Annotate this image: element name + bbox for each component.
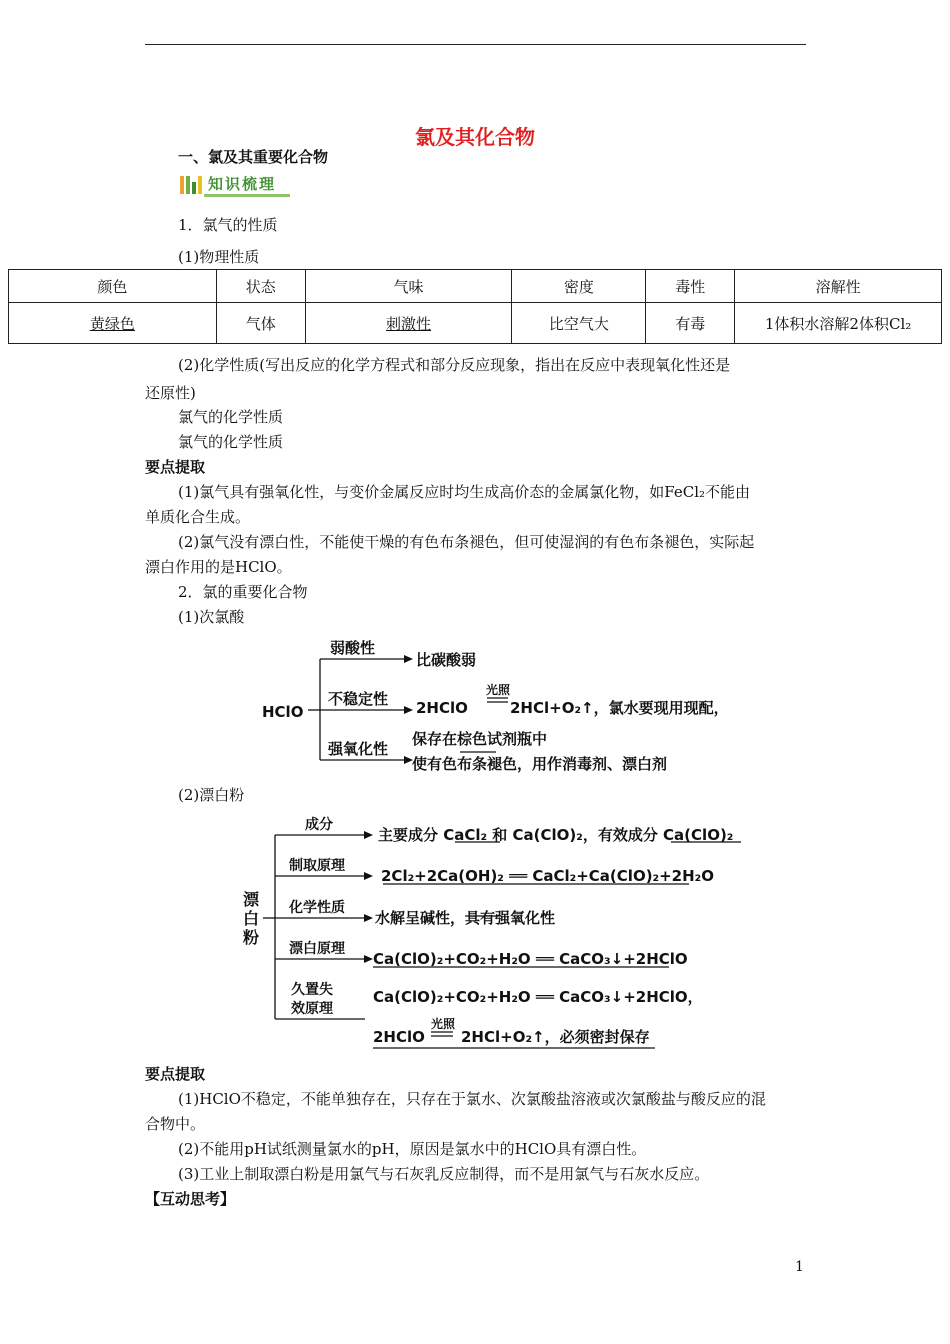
hclo-eq-left: 2HClO [416, 699, 468, 717]
bleach-root-char-2: 白 [243, 909, 260, 928]
cell-state: 气体 [216, 303, 305, 344]
hclo-branch-weak-acid: 弱酸性 [330, 639, 376, 657]
page-number: 1 [795, 1259, 804, 1275]
key2-point-1b: 合物中。 [145, 1115, 206, 1133]
table-row [9, 303, 942, 344]
interactive-thinking-title: 【互动思考】 [145, 1190, 236, 1208]
hclo-diagram [250, 630, 750, 780]
header-state: 状态 [216, 270, 305, 303]
header-density: 密度 [512, 270, 646, 303]
chem-property-line-1: (2)化学性质(写出反应的化学方程式和部分反应现象，指出在反应中表现氧化性还是 [178, 356, 731, 374]
bleach-failure-eq-right: 2HCl+O₂↑，必须密封保存 [461, 1028, 650, 1046]
subsection-compounds: 2．氯的重要化合物 [178, 583, 308, 601]
knowledge-badge [178, 172, 292, 198]
key-point-2b: 漂白作用的是HClO。 [145, 558, 292, 576]
chem-property-line-3: 氯气的化学性质 [178, 408, 284, 426]
bleach-branch-failure-2: 效原理 [291, 1001, 333, 1017]
subsection-physical-properties: (1)物理性质 [178, 248, 260, 266]
chem-property-line-4: 氯气的化学性质 [178, 433, 284, 451]
hclo-branch-instability: 不稳定性 [328, 690, 389, 708]
hclo-weak-acid-result: 比碳酸弱 [416, 651, 477, 669]
bleach-branch-chemical: 化学性质 [289, 900, 345, 916]
hclo-branch-oxidizing: 强氧化性 [328, 740, 389, 758]
bleach-root-char-3: 粉 [243, 928, 260, 947]
header-toxicity: 毒性 [646, 270, 735, 303]
cell-solubility: 1体积水溶解2体积Cl₂ [735, 303, 942, 344]
section-heading-1: 一、氯及其重要化合物 [178, 148, 329, 166]
bleach-failure-eq-condition: 光照 [431, 1017, 456, 1031]
header-solubility: 溶解性 [735, 270, 942, 303]
hclo-oxidizing-result-1: 保存在棕色试剂瓶中 [412, 730, 548, 748]
cell-odor: 刺激性 [386, 314, 432, 333]
key2-point-2: (2)不能用pH试纸测量氯水的pH，原因是氯水中的HClO具有漂白性。 [178, 1140, 647, 1158]
document-title: 氯及其化合物 [415, 125, 535, 149]
cell-color: 黄绿色 [89, 314, 135, 333]
cell-toxicity: 有毒 [646, 303, 735, 344]
hclo-root: HClO [262, 703, 304, 721]
hclo-oxidizing-result-2: 使有色布条褪色，用作消毒剂、漂白剂 [412, 755, 668, 773]
key2-point-1a: (1)HClO不稳定，不能单独存在，只存在于氯水、次氯酸盐溶液或次氯酸盐与酸反应的混 [178, 1090, 766, 1108]
key-points-title-1: 要点提取 [145, 458, 206, 476]
key-points-title-2: 要点提取 [145, 1065, 206, 1083]
table-header-row [9, 270, 942, 303]
chem-property-line-2: 还原性) [145, 384, 196, 402]
bleach-branch-composition: 成分 [305, 817, 333, 833]
bleach-chemical-result: 水解呈碱性，具有强氧化性 [375, 909, 556, 927]
bleach-branch-preparation: 制取原理 [289, 858, 345, 874]
bleach-diagram [235, 808, 755, 1056]
key-point-1b: 单质化合生成。 [145, 508, 251, 526]
hclo-eq-condition: 光照 [486, 683, 511, 697]
bleach-failure-result-1: Ca(ClO)₂+CO₂+H₂O ══ CaCO₃↓+2HClO， [373, 988, 703, 1006]
subsection-hypochlorous-acid: (1)次氯酸 [178, 608, 245, 626]
physical-properties-table [8, 269, 942, 344]
subsection-chlorine-properties: 1．氯气的性质 [178, 216, 278, 234]
hclo-eq-right: 2HCl+O₂↑，氯水要现用现配， [510, 699, 729, 717]
header-color: 颜色 [9, 270, 217, 303]
bleach-preparation-result: 2Cl₂+2Ca(OH)₂ ══ CaCl₂+Ca(ClO)₂+2H₂O [381, 867, 714, 885]
bleach-bleaching-result: Ca(ClO)₂+CO₂+H₂O ══ CaCO₃↓+2HClO [373, 950, 688, 968]
key-point-1a: (1)氯气具有强氧化性，与变价金属反应时均生成高价态的金属氯化物，如FeCl₂不能由 [178, 483, 751, 501]
key2-point-3: (3)工业上制取漂白粉是用氯气与石灰乳反应制得，而不是用氯气与石灰水反应。 [178, 1165, 710, 1183]
bleach-failure-eq-left: 2HClO [373, 1028, 425, 1046]
subsection-bleaching-powder: (2)漂白粉 [178, 786, 245, 804]
bleach-branch-failure-1: 久置失 [291, 982, 333, 998]
bleach-root-char-1: 漂 [243, 890, 260, 909]
bleach-composition-result: 主要成分 CaCl₂ 和 Ca(ClO)₂，有效成分 Ca(ClO)₂ [378, 826, 734, 844]
cell-density: 比空气大 [512, 303, 646, 344]
bleach-branch-bleaching: 漂白原理 [289, 941, 345, 957]
header-odor: 气味 [305, 270, 512, 303]
badge-label: 知识梳理 [208, 175, 277, 193]
key-point-2a: (2)氯气没有漂白性，不能使干燥的有色布条褪色，但可使湿润的有色布条褪色，实际起 [178, 533, 755, 551]
header-rule [145, 44, 806, 45]
